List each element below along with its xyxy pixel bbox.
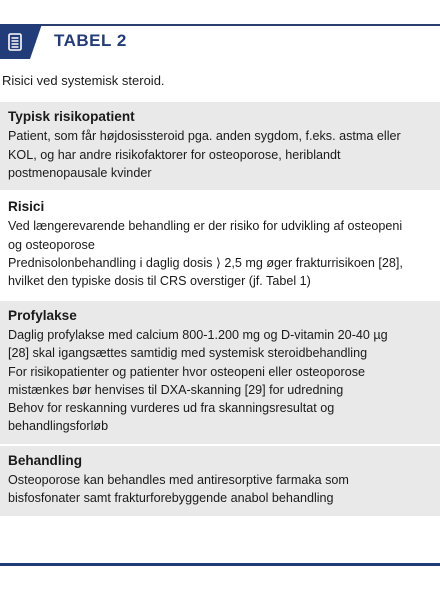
- section-risici: [0, 192, 440, 300]
- section-line: bisfosfonater samt frakturforebyggende anabol behandling: [8, 491, 334, 506]
- table-bottom-rule: [0, 563, 440, 566]
- section-line: Patient, som får højdosissteroid pga. anden sygdom, f.eks. astma eller: [8, 129, 401, 144]
- section-line: For risikopatienter og patienter hvor osteopeni eller osteoporose: [8, 364, 366, 379]
- section-behandling: [0, 446, 440, 518]
- section-line: Behov for reskanning vurderes ud fra skanningsresultat og: [8, 401, 335, 416]
- section-line: behandlingsforløb: [8, 419, 109, 434]
- table-badge: [0, 24, 30, 59]
- section-heading: Risici: [8, 199, 45, 215]
- section-line: Osteoporose kan behandles med antiresorptive farmaka som: [8, 473, 349, 488]
- section-typisk-risikopatient: [0, 102, 440, 192]
- table-title: TABEL 2: [54, 31, 127, 50]
- section-line: Prednisolonbehandling i daglig dosis ⟩ 2,5 mg øger frakturrisikoen [28],: [8, 256, 403, 271]
- section-line: postmenopausale kvinder: [8, 165, 152, 180]
- section-line: mistænkes bør henvises til DXA-skanning [29] for udredning: [8, 382, 344, 397]
- table-caption: Risici ved systemisk steroid.: [2, 73, 165, 88]
- section-heading: Behandling: [8, 452, 83, 468]
- header-rule: [0, 24, 440, 26]
- section-line: Ved længerevarende behandling er der risiko for udvikling af osteopeni: [8, 219, 403, 234]
- section-line: KOL, og har andre risikofaktorer for osteoporose, heriblandt: [8, 147, 341, 162]
- section-profylakse: [0, 301, 440, 446]
- section-line: og osteoporose: [8, 237, 95, 252]
- document-list-icon: [8, 33, 22, 51]
- section-line: Daglig profylakse med calcium 800-1.200 mg og D-vitamin 20-40 µg: [8, 327, 388, 342]
- section-line: hvilket den typiske dosis til CRS overstiger (jf. Tabel 1): [8, 274, 311, 289]
- badge-notch: [30, 24, 42, 59]
- section-heading: Profylakse: [8, 307, 77, 323]
- section-heading: Typisk risikopatient: [8, 109, 135, 124]
- risk-table: [0, 102, 440, 518]
- section-line: [28] skal igangsættes samtidig med systemisk steroidbehandling: [8, 346, 368, 361]
